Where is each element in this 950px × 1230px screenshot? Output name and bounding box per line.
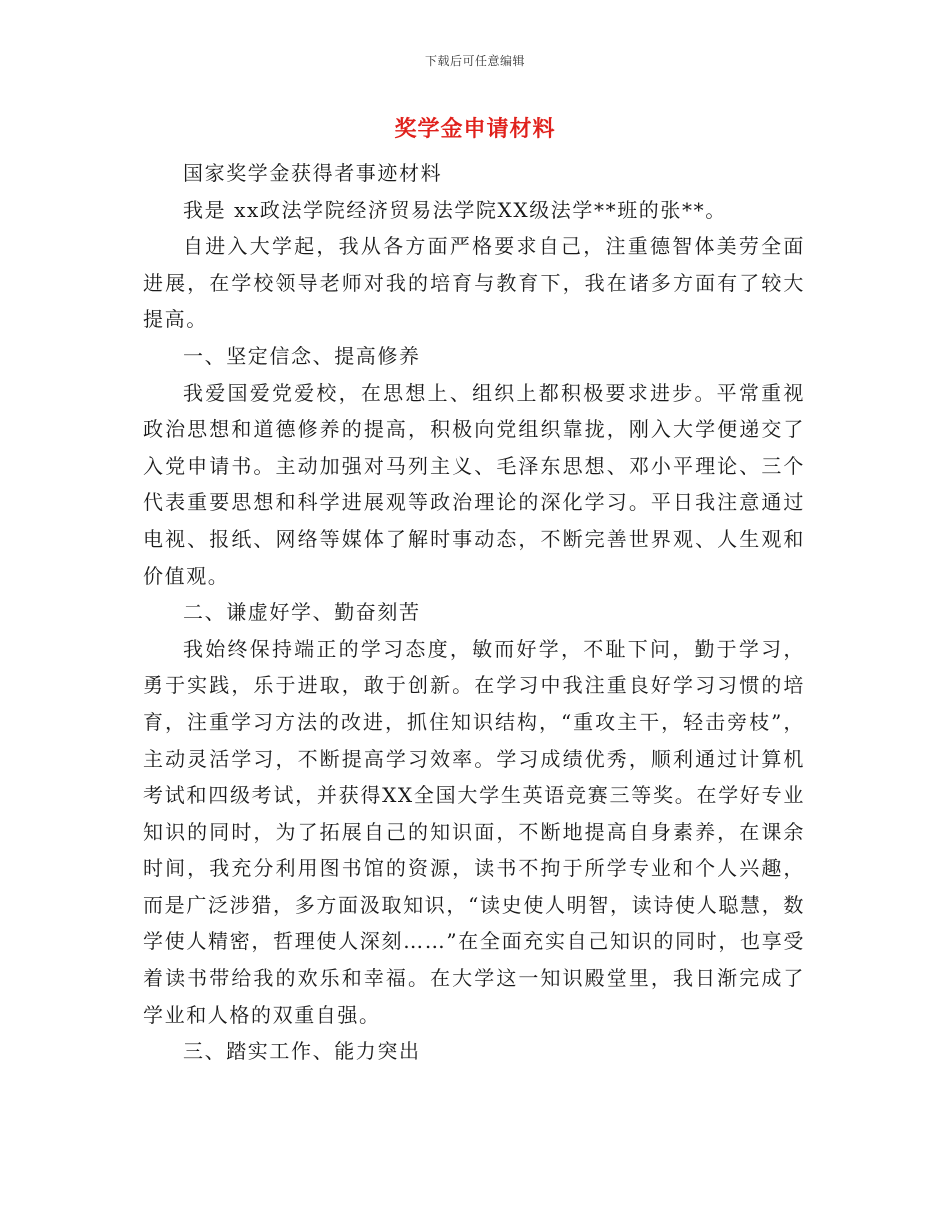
paragraph-section-1: 我爱国爱党爱校，在思想上、组织上都积极要求进步。平常重视政治思想和道德修养的提高，积极向党组织靠拢，刚入大学便递交了入党申请书。主动加强对马列主义、毛泽东思想、邓小平理论、三个代表重要思想和科学进展观等政治理论的深化学习。平日我注意通过电视、报纸、网络等媒体了解时事动态，不断完善世界观、人生观和价值观。 [143, 380, 805, 588]
paragraph-subtitle: 国家奖学金获得者事迹材料 [183, 161, 443, 185]
section-heading-1: 一、坚定信念、提高修养 [183, 343, 421, 368]
document-title: 奖学金申请材料 [394, 117, 556, 142]
paragraph-section-2: 我始终保持端正的学习态度，敏而好学，不耻下问，勤于学习，勇于实践，乐于进取，敢于创新。在学习中我注重良好学习习惯的培育，注重学习方法的改进，抓住知识结构，“重攻主干，轻击旁枝”，主动灵活学习，不断提高学习效率。学习成绩优秀，顺利通过计算机考试和四级考试，并获得XX全国大学生英语竞赛三等奖。在学好专业知识的同时，为了拓展自己的知识面，不断地提高自身素养，在课余时间，我充分利用图书馆的资源，读书不拘于所学专业和个人兴趣，而是广泛涉猎，多方面汲取知识，“读史使人明智，读诗使人聪慧，数学使人精密，哲理使人深刻……”在全面充实自己知识的同时，也享受着读书带给我的欢乐和幸福。在大学这一知识殿堂里，我日渐完成了学业和人格的双重自强。 [143, 636, 805, 1027]
paragraph-intro: 我是 xx政法学院经济贸易法学院XX级法学**班的张**。 [183, 197, 727, 222]
section-heading-3: 三、踏实工作、能力突出 [183, 1039, 421, 1064]
document-body [143, 155, 805, 1070]
paragraph-overview: 自进入大学起，我从各方面严格要求自己，注重德智体美劳全面进展，在学校领导老师对我的培育与教育下，我在诸多方面有了较大提高。 [143, 234, 805, 332]
section-heading-2: 二、谦虚好学、勤奋刻苦 [183, 600, 421, 625]
header-note: 下载后可任意编辑 [424, 54, 525, 68]
